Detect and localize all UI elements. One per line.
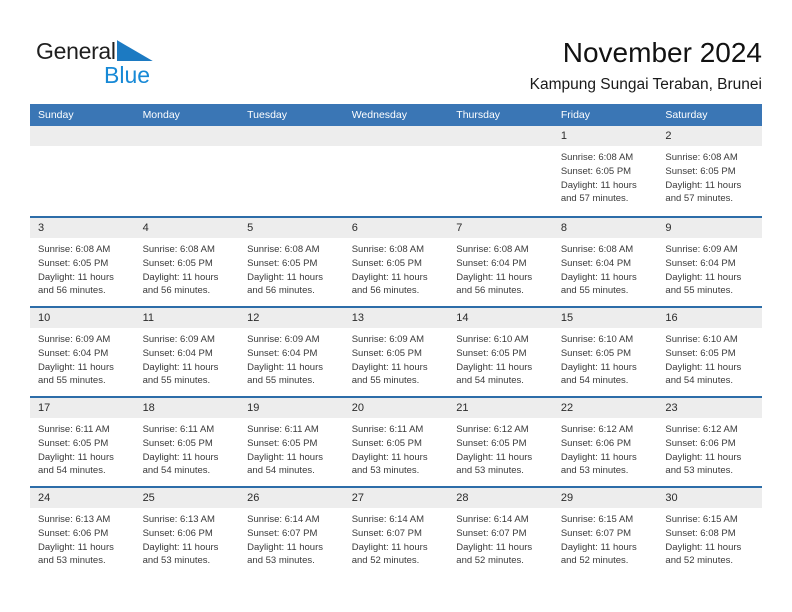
day-number-band: [448, 126, 553, 146]
daylight-text-line2: and 55 minutes.: [247, 375, 315, 387]
weekday-header-sunday: Sunday: [38, 109, 74, 121]
daylight-text-line2: and 55 minutes.: [38, 375, 106, 387]
sunset-text: Sunset: 6:05 PM: [665, 347, 736, 359]
sunset-text: Sunset: 6:04 PM: [456, 257, 527, 269]
weekday-header-tuesday: Tuesday: [247, 109, 288, 121]
day-details: [135, 508, 240, 568]
daylight-text-line2: and 57 minutes.: [665, 193, 734, 205]
day-number: 16: [665, 312, 678, 324]
calendar-day-cell: [239, 398, 344, 486]
day-number: 29: [560, 492, 574, 504]
day-details: [30, 328, 135, 388]
calendar-day-cell: [657, 308, 762, 396]
calendar-empty-cell: [344, 126, 449, 216]
daylight-text-line1: Daylight: 11 hours: [665, 179, 742, 191]
daylight-text-line2: and 54 minutes.: [456, 375, 524, 387]
calendar-day-cell: [657, 218, 762, 306]
daylight-text-line1: Daylight: 11 hours: [351, 271, 428, 283]
calendar-day-cell: [135, 218, 240, 306]
sunrise-text: Sunrise: 6:09 AM: [38, 334, 111, 345]
day-number: 4: [142, 222, 149, 234]
day-number-band: [135, 398, 240, 418]
day-number-band: [553, 398, 658, 418]
weekday-header-row: [30, 104, 762, 126]
daylight-text-line1: Daylight: 11 hours: [665, 541, 742, 553]
calendar-week-row: [30, 126, 762, 216]
day-number: 27: [351, 492, 364, 504]
sunset-text: Sunset: 6:06 PM: [560, 437, 632, 449]
daylight-text-line2: and 52 minutes.: [351, 555, 420, 567]
sunset-text: Sunset: 6:05 PM: [247, 437, 318, 449]
day-number-band: [135, 218, 240, 238]
day-details: [657, 508, 762, 568]
calendar-grid: [30, 126, 762, 576]
daylight-text-line1: Daylight: 11 hours: [142, 541, 219, 553]
weekday-header-wednesday: Wednesday: [351, 109, 407, 121]
day-number: 23: [665, 402, 678, 414]
day-details: [239, 238, 344, 298]
daylight-text-line1: Daylight: 11 hours: [665, 451, 742, 463]
daylight-text-line1: Daylight: 11 hours: [351, 541, 428, 553]
sunset-text: Sunset: 6:05 PM: [456, 437, 527, 449]
daylight-text-line2: and 55 minutes.: [142, 375, 211, 387]
daylight-text-line2: and 54 minutes.: [665, 375, 734, 387]
daylight-text-line1: Daylight: 11 hours: [247, 451, 324, 463]
daylight-text-line2: and 52 minutes.: [560, 555, 629, 567]
sunset-text: Sunset: 6:05 PM: [142, 437, 213, 449]
sunset-text: Sunset: 6:04 PM: [247, 347, 318, 359]
location-subtitle: Kampung Sungai Teraban, Brunei: [529, 75, 762, 93]
day-number: 17: [38, 402, 51, 414]
sunset-text: Sunset: 6:04 PM: [142, 347, 213, 359]
calendar-day-cell: [344, 308, 449, 396]
sunset-text: Sunset: 6:05 PM: [38, 257, 109, 269]
day-number-band: [448, 488, 553, 508]
sunset-text: Sunset: 6:07 PM: [247, 527, 318, 539]
calendar-day-cell: [553, 126, 658, 216]
sunset-text: Sunset: 6:07 PM: [560, 527, 632, 539]
day-details: [30, 508, 135, 568]
calendar-day-cell: [30, 398, 135, 486]
day-number: 2: [665, 130, 672, 142]
logo-flag-icon: [117, 40, 153, 61]
calendar-day-cell: [448, 308, 553, 396]
sunrise-text: Sunrise: 6:08 AM: [456, 244, 529, 255]
daylight-text-line2: and 54 minutes.: [38, 465, 106, 477]
calendar-day-cell: [553, 488, 658, 576]
calendar-day-cell: [657, 488, 762, 576]
day-number-band: [30, 218, 135, 238]
sunrise-text: Sunrise: 6:11 AM: [247, 424, 319, 435]
sunrise-text: Sunrise: 6:08 AM: [247, 244, 320, 255]
sunset-text: Sunset: 6:04 PM: [38, 347, 109, 359]
sunrise-text: Sunrise: 6:08 AM: [560, 152, 634, 163]
calendar-day-cell: [30, 308, 135, 396]
day-number: 14: [456, 312, 469, 324]
day-number-band: [239, 398, 344, 418]
sunrise-text: Sunrise: 6:14 AM: [247, 514, 320, 525]
day-number-band: [135, 126, 240, 146]
day-details: [657, 328, 762, 388]
day-number-band: [30, 126, 135, 146]
day-number: 1: [560, 130, 567, 142]
calendar: [30, 104, 762, 576]
day-number: 24: [38, 492, 51, 504]
weekday-header-monday: Monday: [142, 109, 180, 121]
sunrise-text: Sunrise: 6:11 AM: [142, 424, 215, 435]
day-number: 18: [142, 402, 155, 414]
calendar-day-cell: [344, 398, 449, 486]
calendar-week-row: [30, 216, 762, 306]
day-number-band: [344, 218, 449, 238]
day-number-band: [448, 218, 553, 238]
sunset-text: Sunset: 6:05 PM: [351, 437, 422, 449]
daylight-text-line2: and 55 minutes.: [560, 285, 629, 297]
daylight-text-line1: Daylight: 11 hours: [142, 361, 219, 373]
sunrise-text: Sunrise: 6:09 AM: [351, 334, 425, 345]
day-number: 21: [456, 402, 469, 414]
day-details: [553, 328, 658, 388]
daylight-text-line1: Daylight: 11 hours: [456, 541, 533, 553]
day-details: [30, 238, 135, 298]
day-number: 8: [560, 222, 567, 234]
day-number-band: [657, 488, 762, 508]
sunrise-text: Sunrise: 6:11 AM: [38, 424, 110, 435]
daylight-text-line2: and 53 minutes.: [247, 555, 315, 567]
calendar-day-cell: [239, 308, 344, 396]
sunset-text: Sunset: 6:05 PM: [665, 165, 736, 177]
day-number: 28: [456, 492, 469, 504]
day-details: [657, 238, 762, 298]
sunrise-text: Sunrise: 6:08 AM: [142, 244, 215, 255]
daylight-text-line1: Daylight: 11 hours: [38, 271, 114, 283]
day-number-band: [135, 488, 240, 508]
weekday-header-thursday: Thursday: [456, 109, 501, 121]
day-number-band: [135, 308, 240, 328]
day-number-band: [30, 488, 135, 508]
day-number: 30: [665, 492, 678, 504]
sunrise-text: Sunrise: 6:09 AM: [247, 334, 320, 345]
sunrise-text: Sunrise: 6:13 AM: [142, 514, 215, 525]
daylight-text-line2: and 56 minutes.: [351, 285, 420, 297]
day-details: [553, 238, 658, 298]
day-number-band: [344, 488, 449, 508]
calendar-day-cell: [135, 398, 240, 486]
day-number: 22: [560, 402, 574, 414]
calendar-day-cell: [344, 488, 449, 576]
daylight-text-line2: and 54 minutes.: [560, 375, 629, 387]
daylight-text-line1: Daylight: 11 hours: [456, 451, 533, 463]
calendar-week-row: [30, 486, 762, 576]
daylight-text-line1: Daylight: 11 hours: [38, 541, 114, 553]
daylight-text-line2: and 54 minutes.: [142, 465, 211, 477]
day-number-band: [239, 488, 344, 508]
calendar-day-cell: [448, 488, 553, 576]
daylight-text-line2: and 53 minutes.: [38, 555, 106, 567]
day-number: 19: [247, 402, 260, 414]
sunset-text: Sunset: 6:06 PM: [665, 437, 736, 449]
day-number-band: [657, 126, 762, 146]
sunset-text: Sunset: 6:05 PM: [38, 437, 109, 449]
logo-general-text: General: [36, 38, 116, 64]
day-number: 26: [247, 492, 260, 504]
day-details: [657, 146, 762, 206]
day-details: [553, 146, 658, 206]
sunrise-text: Sunrise: 6:10 AM: [560, 334, 634, 345]
day-details: [553, 508, 658, 568]
day-number-band: [344, 126, 449, 146]
day-number: 6: [351, 222, 358, 234]
sunset-text: Sunset: 6:05 PM: [560, 165, 632, 177]
sunrise-text: Sunrise: 6:08 AM: [351, 244, 425, 255]
calendar-day-cell: [135, 488, 240, 576]
day-number: 13: [351, 312, 364, 324]
daylight-text-line1: Daylight: 11 hours: [38, 451, 114, 463]
day-details: [344, 238, 449, 298]
calendar-day-cell: [30, 488, 135, 576]
sunset-text: Sunset: 6:07 PM: [456, 527, 527, 539]
calendar-day-cell: [239, 488, 344, 576]
sunset-text: Sunset: 6:05 PM: [351, 257, 422, 269]
calendar-day-cell: [553, 398, 658, 486]
daylight-text-line2: and 53 minutes.: [351, 465, 420, 477]
sunset-text: Sunset: 6:06 PM: [38, 527, 109, 539]
sunrise-text: Sunrise: 6:09 AM: [142, 334, 215, 345]
daylight-text-line2: and 56 minutes.: [456, 285, 524, 297]
day-details: [553, 418, 658, 478]
day-number: 3: [38, 222, 45, 234]
daylight-text-line1: Daylight: 11 hours: [560, 451, 637, 463]
day-details: [344, 418, 449, 478]
sunrise-text: Sunrise: 6:11 AM: [351, 424, 424, 435]
daylight-text-line1: Daylight: 11 hours: [247, 271, 324, 283]
day-number-band: [448, 308, 553, 328]
daylight-text-line2: and 55 minutes.: [665, 285, 734, 297]
day-details: [135, 328, 240, 388]
daylight-text-line1: Daylight: 11 hours: [560, 271, 637, 283]
calendar-empty-cell: [448, 126, 553, 216]
daylight-text-line1: Daylight: 11 hours: [665, 361, 742, 373]
sunrise-text: Sunrise: 6:10 AM: [456, 334, 529, 345]
daylight-text-line1: Daylight: 11 hours: [456, 271, 533, 283]
sunrise-text: Sunrise: 6:10 AM: [665, 334, 738, 345]
day-number: 11: [142, 312, 154, 324]
day-number-band: [657, 308, 762, 328]
daylight-text-line1: Daylight: 11 hours: [247, 541, 324, 553]
weekday-header-saturday: Saturday: [665, 109, 708, 121]
daylight-text-line2: and 53 minutes.: [142, 555, 211, 567]
sunset-text: Sunset: 6:05 PM: [142, 257, 213, 269]
day-number: 15: [560, 312, 574, 324]
day-details: [344, 328, 449, 388]
calendar-day-cell: [448, 218, 553, 306]
day-number-band: [657, 218, 762, 238]
day-details: [239, 418, 344, 478]
calendar-day-cell: [553, 218, 658, 306]
daylight-text-line1: Daylight: 11 hours: [665, 271, 742, 283]
daylight-text-line2: and 53 minutes.: [665, 465, 734, 477]
sunrise-text: Sunrise: 6:12 AM: [665, 424, 738, 435]
daylight-text-line2: and 53 minutes.: [560, 465, 629, 477]
day-number-band: [553, 488, 658, 508]
title-block: [530, 38, 762, 94]
weekday-header-friday: Friday: [560, 109, 591, 121]
sunrise-text: Sunrise: 6:14 AM: [456, 514, 529, 525]
day-number: 10: [38, 312, 51, 324]
day-number-band: [553, 126, 658, 146]
daylight-text-line1: Daylight: 11 hours: [247, 361, 324, 373]
daylight-text-line1: Daylight: 11 hours: [351, 361, 428, 373]
sunset-text: Sunset: 6:04 PM: [560, 257, 632, 269]
day-details: [448, 238, 553, 298]
daylight-text-line1: Daylight: 11 hours: [560, 361, 637, 373]
day-number-band: [344, 398, 449, 418]
day-number: 5: [247, 222, 254, 234]
sunrise-text: Sunrise: 6:08 AM: [560, 244, 634, 255]
sunrise-text: Sunrise: 6:14 AM: [351, 514, 425, 525]
daylight-text-line2: and 53 minutes.: [456, 465, 524, 477]
daylight-text-line2: and 52 minutes.: [665, 555, 734, 567]
day-details: [30, 418, 135, 478]
day-details: [239, 508, 344, 568]
calendar-day-cell: [30, 218, 135, 306]
sunset-text: Sunset: 6:06 PM: [142, 527, 213, 539]
sunset-text: Sunset: 6:05 PM: [456, 347, 527, 359]
daylight-text-line1: Daylight: 11 hours: [38, 361, 114, 373]
sunrise-text: Sunrise: 6:13 AM: [38, 514, 111, 525]
daylight-text-line2: and 52 minutes.: [456, 555, 524, 567]
sunrise-text: Sunrise: 6:15 AM: [560, 514, 634, 525]
calendar-empty-cell: [30, 126, 135, 216]
sunrise-text: Sunrise: 6:08 AM: [38, 244, 111, 255]
calendar-empty-cell: [239, 126, 344, 216]
day-details: [448, 418, 553, 478]
sunset-text: Sunset: 6:05 PM: [351, 347, 422, 359]
day-number-band: [553, 218, 658, 238]
day-number: 12: [247, 312, 260, 324]
sunset-text: Sunset: 6:05 PM: [560, 347, 632, 359]
calendar-day-cell: [657, 398, 762, 486]
sunset-text: Sunset: 6:04 PM: [665, 257, 736, 269]
sunrise-text: Sunrise: 6:15 AM: [665, 514, 738, 525]
day-number: 9: [665, 222, 672, 234]
daylight-text-line2: and 57 minutes.: [560, 193, 629, 205]
calendar-day-cell: [239, 218, 344, 306]
daylight-text-line2: and 56 minutes.: [247, 285, 315, 297]
sunset-text: Sunset: 6:05 PM: [247, 257, 318, 269]
daylight-text-line1: Daylight: 11 hours: [142, 451, 219, 463]
sunrise-text: Sunrise: 6:12 AM: [456, 424, 529, 435]
general-blue-logo: [36, 40, 153, 87]
sunset-text: Sunset: 6:07 PM: [351, 527, 422, 539]
day-number-band: [553, 308, 658, 328]
day-details: [344, 508, 449, 568]
sunrise-text: Sunrise: 6:09 AM: [665, 244, 738, 255]
calendar-week-row: [30, 396, 762, 486]
day-number: 20: [351, 402, 364, 414]
daylight-text-line2: and 56 minutes.: [38, 285, 106, 297]
calendar-day-cell: [344, 218, 449, 306]
sunset-text: Sunset: 6:08 PM: [665, 527, 736, 539]
calendar-empty-cell: [135, 126, 240, 216]
day-number-band: [657, 398, 762, 418]
day-details: [135, 238, 240, 298]
sunrise-text: Sunrise: 6:08 AM: [665, 152, 738, 163]
day-number-band: [239, 126, 344, 146]
day-number-band: [344, 308, 449, 328]
calendar-day-cell: [135, 308, 240, 396]
day-details: [239, 328, 344, 388]
day-number-band: [30, 308, 135, 328]
daylight-text-line1: Daylight: 11 hours: [142, 271, 219, 283]
daylight-text-line1: Daylight: 11 hours: [560, 541, 637, 553]
sunrise-text: Sunrise: 6:12 AM: [560, 424, 634, 435]
daylight-text-line2: and 55 minutes.: [351, 375, 420, 387]
day-number-band: [239, 308, 344, 328]
day-details: [657, 418, 762, 478]
page-title: November 2024: [562, 37, 762, 68]
daylight-text-line1: Daylight: 11 hours: [560, 179, 637, 191]
day-number-band: [448, 398, 553, 418]
daylight-text-line1: Daylight: 11 hours: [351, 451, 428, 463]
day-number-band: [239, 218, 344, 238]
calendar-week-row: [30, 306, 762, 396]
day-number: 7: [456, 222, 463, 234]
daylight-text-line2: and 56 minutes.: [142, 285, 211, 297]
calendar-day-cell: [657, 126, 762, 216]
day-details: [135, 418, 240, 478]
calendar-day-cell: [448, 398, 553, 486]
daylight-text-line1: Daylight: 11 hours: [456, 361, 533, 373]
calendar-day-cell: [553, 308, 658, 396]
day-number: 25: [142, 492, 155, 504]
daylight-text-line2: and 54 minutes.: [247, 465, 315, 477]
day-details: [448, 328, 553, 388]
logo-blue-text: Blue: [104, 62, 151, 88]
day-number-band: [30, 398, 135, 418]
day-details: [448, 508, 553, 568]
